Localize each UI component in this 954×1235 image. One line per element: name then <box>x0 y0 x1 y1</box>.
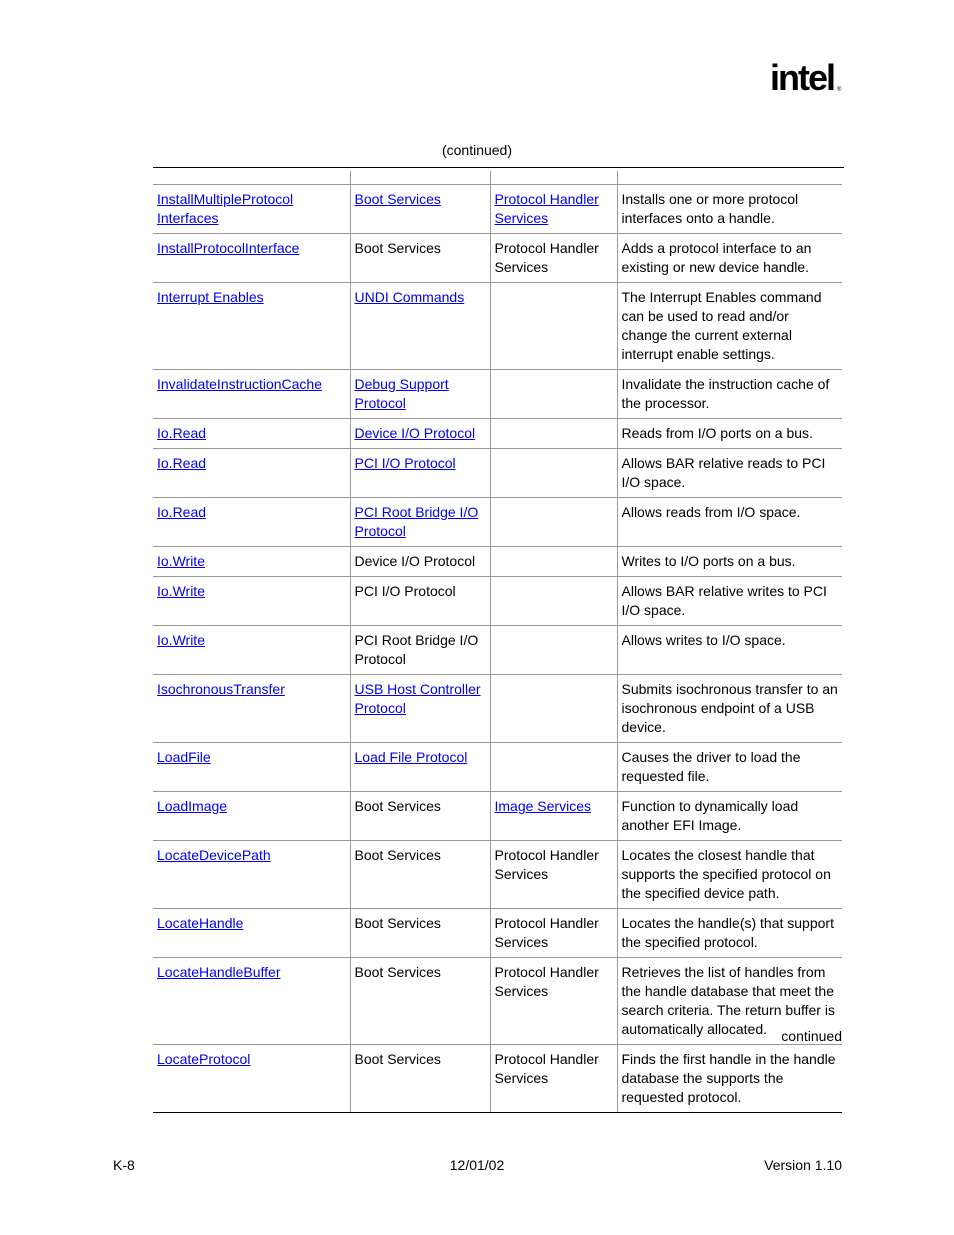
function-name-link[interactable]: IsochronousTransfer <box>157 681 285 697</box>
function-subtype-cell <box>490 841 617 909</box>
function-name-link[interactable]: InvalidateInstructionCache <box>157 376 322 392</box>
table-row <box>153 449 842 498</box>
function-type-cell <box>350 449 490 498</box>
function-description-cell <box>617 283 842 370</box>
function-type-text: Boot Services <box>354 915 441 931</box>
function-subtype-cell <box>490 283 617 370</box>
function-index-table <box>153 171 842 1113</box>
function-type-cell <box>350 792 490 841</box>
table-row <box>153 370 842 419</box>
function-subtype-cell <box>490 675 617 743</box>
function-type-text: PCI I/O Protocol <box>354 583 456 599</box>
function-subtype-cell <box>490 792 617 841</box>
function-description-cell <box>617 577 842 626</box>
function-type-text: Boot Services <box>354 964 441 980</box>
function-type-cell <box>350 958 490 1045</box>
table-row <box>153 909 842 958</box>
table-row <box>153 185 842 234</box>
function-subtype-link[interactable]: Image Services <box>494 798 591 814</box>
function-description-cell <box>617 743 842 792</box>
function-type-link[interactable]: PCI Root Bridge I/O Protocol <box>354 504 479 539</box>
function-subtype-cell <box>490 234 617 283</box>
function-description-cell <box>617 234 842 283</box>
function-description-text: Finds the first handle in the handle database the supports the requested protocol. <box>621 1051 836 1105</box>
table-row <box>153 675 842 743</box>
function-subtype-cell <box>490 577 617 626</box>
function-type-link[interactable]: USB Host Controller Protocol <box>354 681 481 716</box>
function-name-link[interactable]: LoadFile <box>157 749 211 765</box>
function-name-cell <box>153 419 350 449</box>
function-name-link[interactable]: InstallProtocolInterface <box>157 240 300 256</box>
function-name-cell <box>153 234 350 283</box>
function-description-text: Invalidate the instruction cache of the processor. <box>621 376 830 411</box>
function-description-text: Adds a protocol interface to an existing or new device handle. <box>621 240 812 275</box>
function-description-cell <box>617 185 842 234</box>
function-name-link[interactable]: Io.Read <box>157 425 207 441</box>
continued-heading: (continued) <box>441 142 513 158</box>
function-type-cell <box>350 1045 490 1113</box>
function-description-cell <box>617 675 842 743</box>
top-rule <box>153 167 844 168</box>
function-type-text: PCI Root Bridge I/O Protocol <box>354 632 479 667</box>
function-description-text: Writes to I/O ports on a bus. <box>621 553 796 569</box>
function-subtype-text: Protocol Handler Services <box>494 964 599 999</box>
function-type-cell <box>350 419 490 449</box>
function-description-cell <box>617 841 842 909</box>
function-name-cell <box>153 498 350 547</box>
function-description-cell <box>617 1045 842 1113</box>
function-name-link[interactable]: Io.Write <box>157 632 205 648</box>
footer-date: 12/01/02 <box>449 1157 505 1173</box>
function-name-cell <box>153 185 350 234</box>
function-type-cell <box>350 234 490 283</box>
function-type-cell <box>350 498 490 547</box>
header-cell <box>490 171 617 185</box>
function-description-text: Installs one or more protocol interfaces onto a handle. <box>621 191 799 226</box>
function-subtype-cell <box>490 419 617 449</box>
table-row <box>153 743 842 792</box>
function-type-text: Boot Services <box>354 798 441 814</box>
table-row <box>153 234 842 283</box>
function-subtype-text: Protocol Handler Services <box>494 915 599 950</box>
continued-footer-label: continued <box>781 1028 842 1044</box>
function-type-link[interactable]: Boot Services <box>354 191 441 207</box>
function-description-cell <box>617 909 842 958</box>
function-name-link[interactable]: Io.Write <box>157 553 205 569</box>
function-type-cell <box>350 577 490 626</box>
page-number: K-8 <box>113 1157 135 1173</box>
function-description-text: Locates the handle(s) that support the specified protocol. <box>621 915 834 950</box>
function-name-link[interactable]: Io.Read <box>157 455 207 471</box>
function-name-cell <box>153 743 350 792</box>
function-subtype-link[interactable]: Protocol Handler Services <box>494 191 599 226</box>
function-subtype-cell <box>490 958 617 1045</box>
function-type-cell <box>350 675 490 743</box>
function-name-cell <box>153 1045 350 1113</box>
table-row <box>153 498 842 547</box>
table-row <box>153 283 842 370</box>
function-description-cell <box>617 449 842 498</box>
function-description-text: Allows writes to I/O space. <box>621 632 786 648</box>
function-type-link[interactable]: UNDI Commands <box>354 289 465 305</box>
registered-mark: ® <box>837 87 842 93</box>
function-name-cell <box>153 909 350 958</box>
function-name-cell <box>153 675 350 743</box>
function-type-text: Boot Services <box>354 1051 441 1067</box>
function-subtype-cell <box>490 1045 617 1113</box>
header-cell <box>153 171 350 185</box>
function-name-cell <box>153 283 350 370</box>
function-name-link[interactable]: LocateProtocol <box>157 1051 251 1067</box>
function-name-cell <box>153 958 350 1045</box>
function-description-text: The Interrupt Enables command can be used to read and/or change the current external interrupt enable settings. <box>621 289 822 362</box>
function-name-link[interactable]: LocateHandle <box>157 915 244 931</box>
function-type-cell <box>350 743 490 792</box>
function-description-cell <box>617 547 842 577</box>
function-type-cell <box>350 370 490 419</box>
table-row <box>153 841 842 909</box>
function-description-cell <box>617 370 842 419</box>
function-subtype-cell <box>490 909 617 958</box>
footer-version: Version 1.10 <box>764 1157 842 1173</box>
intel-logo-text: intel <box>770 58 835 98</box>
function-type-text: Boot Services <box>354 847 441 863</box>
function-subtype-cell <box>490 743 617 792</box>
function-name-link[interactable]: InstallMultipleProtocol Interfaces <box>157 191 294 226</box>
function-description-text: Causes the driver to load the requested file. <box>621 749 801 784</box>
table-row <box>153 577 842 626</box>
table-row <box>153 958 842 1045</box>
function-type-cell <box>350 547 490 577</box>
function-subtype-cell <box>490 370 617 419</box>
function-subtype-cell <box>490 626 617 675</box>
function-subtype-text: Protocol Handler Services <box>494 1051 599 1086</box>
function-subtype-cell <box>490 547 617 577</box>
function-description-text: Allows BAR relative reads to PCI I/O space. <box>621 455 826 490</box>
function-type-text: Boot Services <box>354 240 441 256</box>
header-cell <box>617 171 842 185</box>
function-type-cell <box>350 626 490 675</box>
function-name-cell <box>153 370 350 419</box>
intel-logo <box>768 58 848 104</box>
function-name-link[interactable]: LocateHandleBuffer <box>157 964 281 980</box>
function-name-cell <box>153 577 350 626</box>
function-name-link[interactable]: Io.Read <box>157 504 207 520</box>
function-description-cell <box>617 792 842 841</box>
function-description-text: Allows reads from I/O space. <box>621 504 801 520</box>
function-type-link[interactable]: Device I/O Protocol <box>354 425 476 441</box>
table-row <box>153 1045 842 1113</box>
function-name-link[interactable]: Interrupt Enables <box>157 289 264 305</box>
function-name-cell <box>153 626 350 675</box>
function-name-link[interactable]: Io.Write <box>157 583 205 599</box>
function-description-cell <box>617 498 842 547</box>
function-subtype-text: Protocol Handler Services <box>494 240 599 275</box>
function-description-text: Allows BAR relative writes to PCI I/O space. <box>621 583 827 618</box>
header-cell <box>350 171 490 185</box>
function-name-cell <box>153 841 350 909</box>
function-subtype-cell <box>490 498 617 547</box>
table-row <box>153 626 842 675</box>
function-description-cell <box>617 626 842 675</box>
function-description-text: Locates the closest handle that supports the specified protocol on the specified device path. <box>621 847 831 901</box>
function-description-text: Reads from I/O ports on a bus. <box>621 425 813 441</box>
function-type-cell <box>350 909 490 958</box>
function-type-text: Device I/O Protocol <box>354 553 476 569</box>
function-description-text: Function to dynamically load another EFI Image. <box>621 798 799 833</box>
table-row <box>153 419 842 449</box>
function-subtype-cell <box>490 185 617 234</box>
function-name-cell <box>153 792 350 841</box>
table-row <box>153 547 842 577</box>
function-type-link[interactable]: PCI I/O Protocol <box>354 455 456 471</box>
function-description-cell <box>617 419 842 449</box>
function-type-cell <box>350 185 490 234</box>
function-name-link[interactable]: LocateDevicePath <box>157 847 271 863</box>
function-subtype-cell <box>490 449 617 498</box>
function-type-cell <box>350 841 490 909</box>
function-subtype-text: Protocol Handler Services <box>494 847 599 882</box>
table-header-row <box>153 171 842 185</box>
function-description-text: Retrieves the list of handles from the handle database that meet the search criteria. The return buffer is automatically allocated. <box>621 964 835 1037</box>
function-type-link[interactable]: Load File Protocol <box>354 749 468 765</box>
function-name-link[interactable]: LoadImage <box>157 798 228 814</box>
function-type-link[interactable]: Debug Support Protocol <box>354 376 449 411</box>
function-type-cell <box>350 283 490 370</box>
function-description-text: Submits isochronous transfer to an isochronous endpoint of a USB device. <box>621 681 838 735</box>
function-name-cell <box>153 449 350 498</box>
function-name-cell <box>153 547 350 577</box>
table-row <box>153 792 842 841</box>
